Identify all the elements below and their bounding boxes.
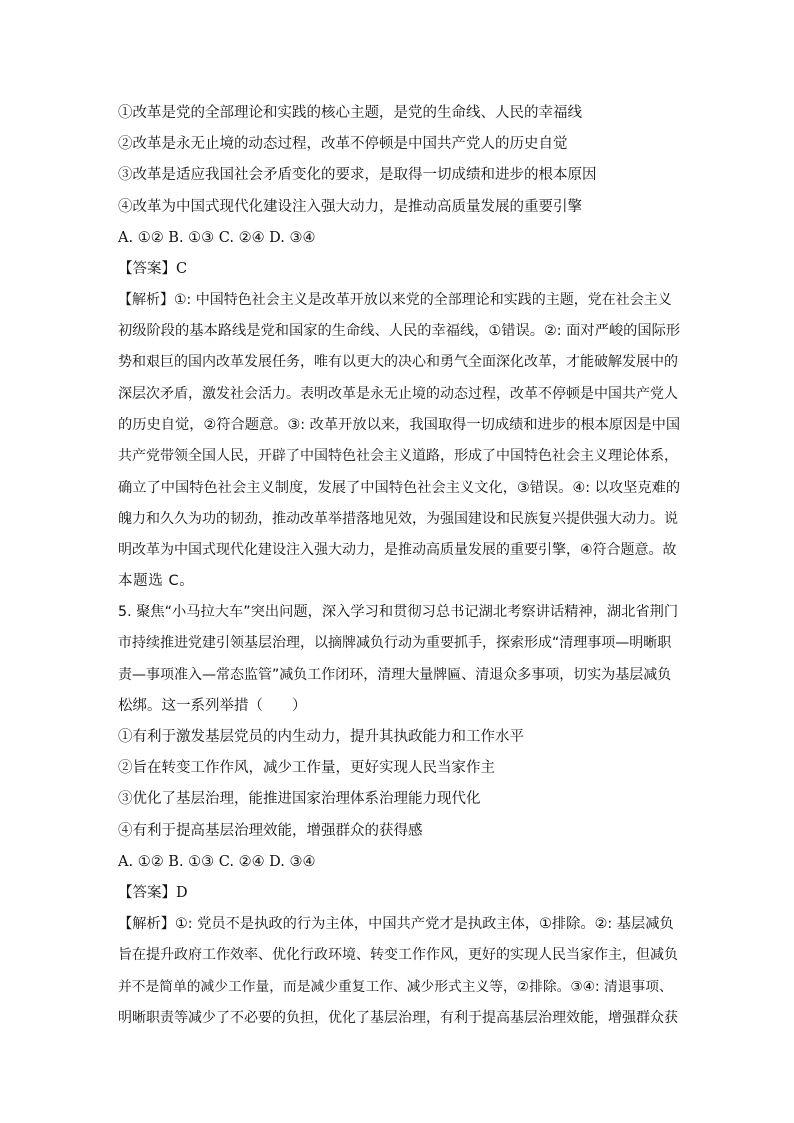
q5-option-3: ③优化了基层治理，能推进国家治理体系治理能力现代化 [118,791,481,807]
q5-stem-line: 责—事项准入—常态监管”减负工作闭环，清理大量牌匾、清退众多事项，切实为基层减负 [118,667,672,683]
q5-analysis-line: 并不是简单的减少工作量，而是减少重复工作、减少形式主义等，②排除。③④: 清退事项、 [118,979,673,995]
q5-stem-line: 市持续推进党建引领基层治理，以摘牌减负行动为重要抓手，探索形成“清理事项—明晰职 [118,635,672,651]
q4-analysis-line: 【解析】①: 中国特色社会主义是改革开放以来党的全部理论和实践的主题，党在社会主义 [118,292,672,308]
q4-option-4: ④改革为中国式现代化建设注入强大动力，是推动高质量发展的重要引擎 [118,199,582,215]
q4-option-2: ②改革是永无止境的动态过程，改革不停顿是中国共产党人的历史自觉 [118,136,568,152]
q5-option-2: ②旨在转变工作作风，减少工作量，更好实现人民当家作主 [118,760,495,776]
q5-analysis-line: 旨在提升政府工作效率、优化行政环境、转变工作作风，更好的实现人民当家作主，但减负 [118,947,678,963]
q4-analysis-line: 共产党带领全国人民，开辟了中国特色社会主义道路，形成了中国特色社会主义理论体系， [118,448,678,464]
q4-analysis-line: 明改革为中国式现代化建设注入强大动力，是推动高质量发展的重要引擎，④符合题意。故 [118,542,677,558]
q5-answer: 【答案】D [118,885,188,901]
q4-analysis-line: 确立了中国特色社会主义制度，发展了中国特色社会主义文化，③错误。④: 以攻坚克难的 [118,480,681,496]
q5-stem-line: 松绑。这一系列举措（ ） [118,698,307,714]
q4-analysis-line: 魄力和久久为功的韧劲，推动改革举措落地见效，为强国建设和民族复兴提供强大动力。说 [118,511,678,527]
q4-analysis-line: 本题选 C。 [118,573,195,589]
q4-analysis-line: 的历史自觉，②符合题意。③: 改革开放以来，我国取得一切成绩和进步的根本原因是中国 [118,417,681,433]
q4-analysis-line: 势和艰巨的国内改革发展任务，唯有以更大的决心和勇气全面深化改革，才能破解发展中的 [118,354,678,370]
q4-analysis-line: 初级阶段的基本路线是党和国家的生命线、人民的幸福线，①错误。②: 面对严峻的国际形 [118,323,681,339]
q4-analysis-line: 深层次矛盾，激发社会活力。表明改革是永无止境的动态过程，改革不停顿是中国共产党人 [118,386,678,402]
q4-option-3: ③改革是适应我国社会矛盾变化的要求，是取得一切成绩和进步的根本原因 [118,167,597,183]
q5-option-4: ④有利于提高基层治理效能，增强群众的获得感 [118,823,423,839]
q5-option-1: ①有利于激发基层党员的内生动力，提升其执政能力和工作水平 [118,729,524,745]
q5-choices: A. ①② B. ①③ C. ②④ D. ③④ [118,854,316,870]
q5-analysis-line: 【解析】①: 党员不是执政的行为主体，中国共产党才是执政主体，①排除。②: 基层减负 [118,916,674,932]
q4-choices: A. ①② B. ①③ C. ②④ D. ③④ [118,230,316,246]
q5-stem-line: 5. 聚焦“小马拉大车”突出问题，深入学习和贯彻习总书记湖北考察讲话精神，湖北省荆门 [118,604,679,620]
q4-answer: 【答案】C [118,261,188,277]
q4-option-1: ①改革是党的全部理论和实践的核心主题，是党的生命线、人民的幸福线 [118,105,582,121]
q5-analysis-line: 明晰职责等减少了不必要的负担，优化了基层治理，有利于提高基层治理效能，增强群众获 [118,1010,678,1026]
